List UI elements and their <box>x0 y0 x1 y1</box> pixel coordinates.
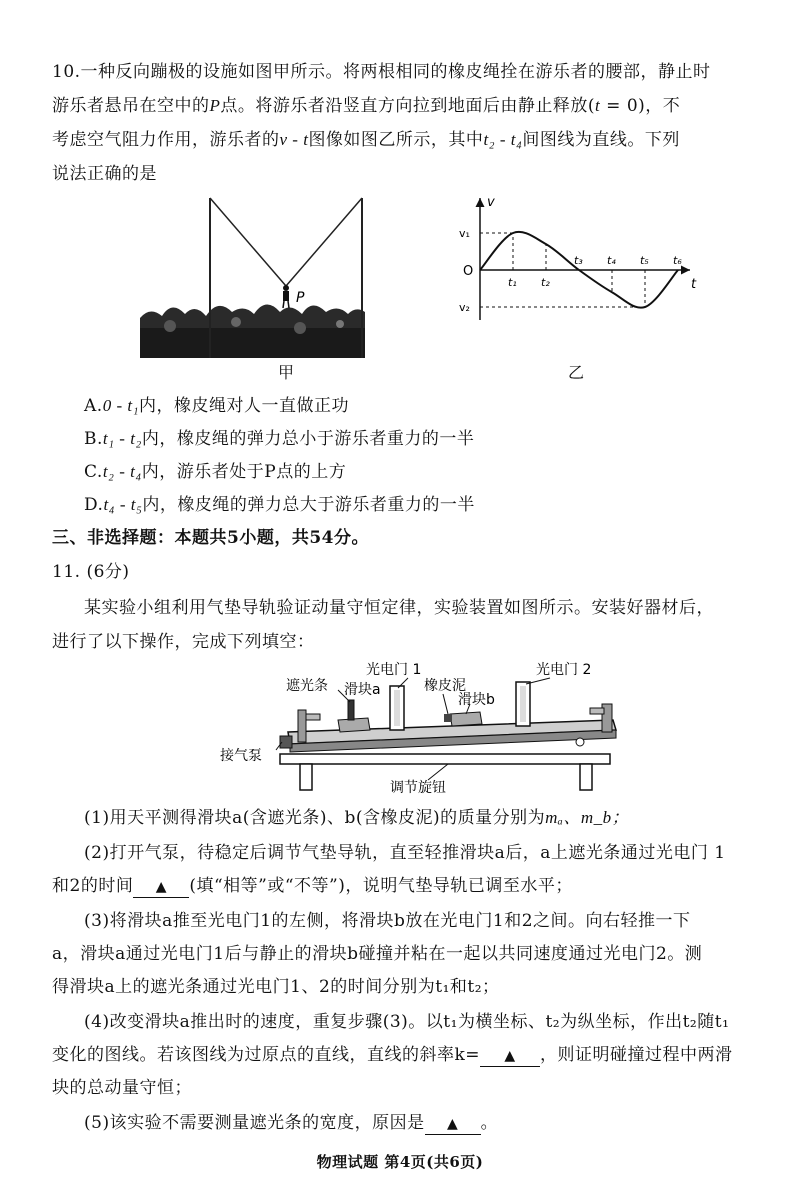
label-clay: 橡皮泥 <box>424 678 466 694</box>
label-pump: 接气泵 <box>220 748 262 764</box>
option-b <box>84 429 474 449</box>
step-3b: a，滑块a通过光电门1后与静止的滑块b碰撞并粘在一起以共同速度通过光电门2。测 <box>52 944 703 964</box>
label-gate2: 光电门 2 <box>536 662 592 678</box>
q10-point-p: P <box>209 96 221 115</box>
q10-t2t4: t₂ - t₄ <box>483 130 523 149</box>
option-c-range: t₂ - t₄ <box>102 462 142 481</box>
answer-blank-2[interactable] <box>480 1046 540 1067</box>
label-slider-b: 滑块b <box>458 692 495 708</box>
left-end-block <box>298 710 306 742</box>
q10-line-4 <box>52 164 157 184</box>
blank-mark-1: ▲ <box>155 879 167 895</box>
q10-stem-1: 一种反向蹦极的设施如图甲所示。将两根相同的橡皮绳拴在游乐者的腰部，静止时 <box>80 62 711 82</box>
step-4a: (4)改变滑块a推出时的速度，重复步骤(3)。以t₁为横坐标、t₂为纵坐标，作出t₂随t₁ <box>84 1012 730 1032</box>
bench-top <box>280 754 610 764</box>
option-d-range: t₄ - t₅ <box>103 495 143 514</box>
adjust-knob-icon <box>576 738 584 746</box>
person-icon <box>283 285 289 308</box>
option-c-text: 内，游乐者处于P点的上方 <box>141 462 347 482</box>
label-knob: 调节旋钮 <box>390 780 446 795</box>
step-1-vars: mₐ、m_b； <box>545 808 630 827</box>
tick-v1: v₁ <box>459 227 470 240</box>
figure-air-track <box>218 660 638 795</box>
vt-chart <box>455 190 710 330</box>
blank-mark-3: ▲ <box>446 1116 459 1132</box>
tick-t2: t₂ <box>541 276 550 289</box>
q10-line-3 <box>52 130 680 150</box>
q10-vt-label: v - t <box>279 130 309 149</box>
option-d <box>84 495 475 515</box>
right-rope <box>286 198 362 286</box>
option-c-label: C. <box>84 462 103 482</box>
option-d-label: D. <box>84 495 104 515</box>
step-2b <box>52 876 573 898</box>
fig-a-caption: 甲 <box>278 363 295 382</box>
q11-intro-2: 进行了以下操作，完成下列填空： <box>52 632 315 652</box>
label-slider-a: 滑块a <box>344 682 381 698</box>
q10-line-2 <box>52 96 680 116</box>
y-axis-label: v <box>487 195 495 210</box>
q10-stem-2b: 点。将游乐者沿竖直方向拉到地面后由静止释放( <box>220 96 596 116</box>
q10-stem-4: 说法正确的是 <box>52 164 157 184</box>
q10-number: 10. <box>52 62 81 82</box>
q11-intro-1: 某实验小组利用气垫导轨验证动量守恒定律，实验装置如图所示。安装好器材后， <box>84 598 714 618</box>
option-a-label: A. <box>84 396 103 416</box>
q10-stem-2c: = 0)，不 <box>600 96 681 116</box>
left-rope <box>210 198 286 286</box>
tick-t1: t₁ <box>508 276 517 289</box>
option-b-range: t₁ - t₂ <box>102 429 142 448</box>
step-4b-pre: 变化的图线。若该图线为过原点的直线，直线的斜率k= <box>52 1045 481 1065</box>
step-5 <box>84 1113 498 1135</box>
answer-blank-1[interactable] <box>133 877 189 898</box>
step-5-post: 。 <box>480 1113 499 1133</box>
section3-heading: 三、非选择题：本题共5小题，共54分。 <box>52 528 369 548</box>
q10-line-1 <box>52 62 711 82</box>
fig-b-caption: 乙 <box>568 363 585 382</box>
scenery <box>140 304 365 358</box>
option-b-text: 内，橡皮绳的弹力总小于游乐者重力的一半 <box>141 429 475 449</box>
option-a-range: 0 - t₁ <box>102 396 139 415</box>
option-c <box>84 462 346 482</box>
option-a <box>84 396 349 416</box>
step-5-pre: (5)该实验不需要测量遮光条的宽度，原因是 <box>84 1113 425 1133</box>
q10-stem-3b: 图像如图乙所示，其中 <box>308 130 484 150</box>
option-a-text: 内，橡皮绳对人一直做正功 <box>138 396 349 416</box>
q10-stem-3a: 考虑空气阻力作用，游乐者的 <box>52 130 280 150</box>
answer-blank-3[interactable] <box>425 1114 481 1135</box>
q11-header: 11. (6分) <box>52 562 130 582</box>
option-b-label: B. <box>84 429 103 449</box>
q10-stem-2a: 游乐者悬吊在空中的 <box>52 96 210 116</box>
option-d-text: 内，橡皮绳的弹力总大于游乐者重力的一半 <box>142 495 475 515</box>
step-4c: 块的总动量守恒； <box>52 1078 192 1098</box>
step-1 <box>84 808 629 828</box>
slider-b <box>450 712 482 726</box>
bench-leg-left <box>300 764 312 790</box>
step-3c: 得滑块a上的遮光条通过光电门1、2的时间分别为t₁和t₂； <box>52 977 500 997</box>
step-4b-post: ，则证明碰撞过程中两滑 <box>540 1045 733 1065</box>
bench-leg-right <box>580 764 592 790</box>
x-axis-label: t <box>691 277 697 292</box>
step-1-text: (1)用天平测得滑块a(含遮光条)、b(含橡皮泥)的质量分别为 <box>84 808 546 828</box>
tick-t6: t₆ <box>673 254 682 267</box>
page-footer: 物理试题 第4页(共6页) <box>316 1153 484 1171</box>
step-2a: (2)打开气泵，待稳定后调节气垫导轨，直至轻推滑块a后，a上遮光条通过光电门 1 <box>84 843 726 863</box>
step-2b-pre: 和2的时间 <box>52 876 134 896</box>
step-3a: (3)将滑块a推至光电门1的左侧，将滑块b放在光电门1和2之间。向右轻推一下 <box>84 911 691 931</box>
shade-strip <box>348 700 354 720</box>
figure-bungee <box>140 188 365 358</box>
clay <box>444 714 452 722</box>
q10-var-t: t <box>595 96 601 115</box>
tick-t5: t₅ <box>640 254 649 267</box>
step-4b <box>52 1045 733 1067</box>
q10-stem-3c: 间图线为直线。下列 <box>522 130 680 150</box>
blank-mark-2: ▲ <box>504 1048 516 1064</box>
label-shade: 遮光条 <box>286 678 328 694</box>
label-gate1: 光电门 1 <box>366 662 422 678</box>
step-2b-post: (填“相等”或“不等”)，说明气垫导轨已调至水平； <box>189 876 573 896</box>
figure-label-p: P <box>296 290 305 306</box>
tick-v2: v₂ <box>459 301 470 314</box>
tick-t4: t₄ <box>607 254 616 267</box>
origin-label: O <box>463 264 474 279</box>
tick-t3: t₃ <box>574 254 583 267</box>
